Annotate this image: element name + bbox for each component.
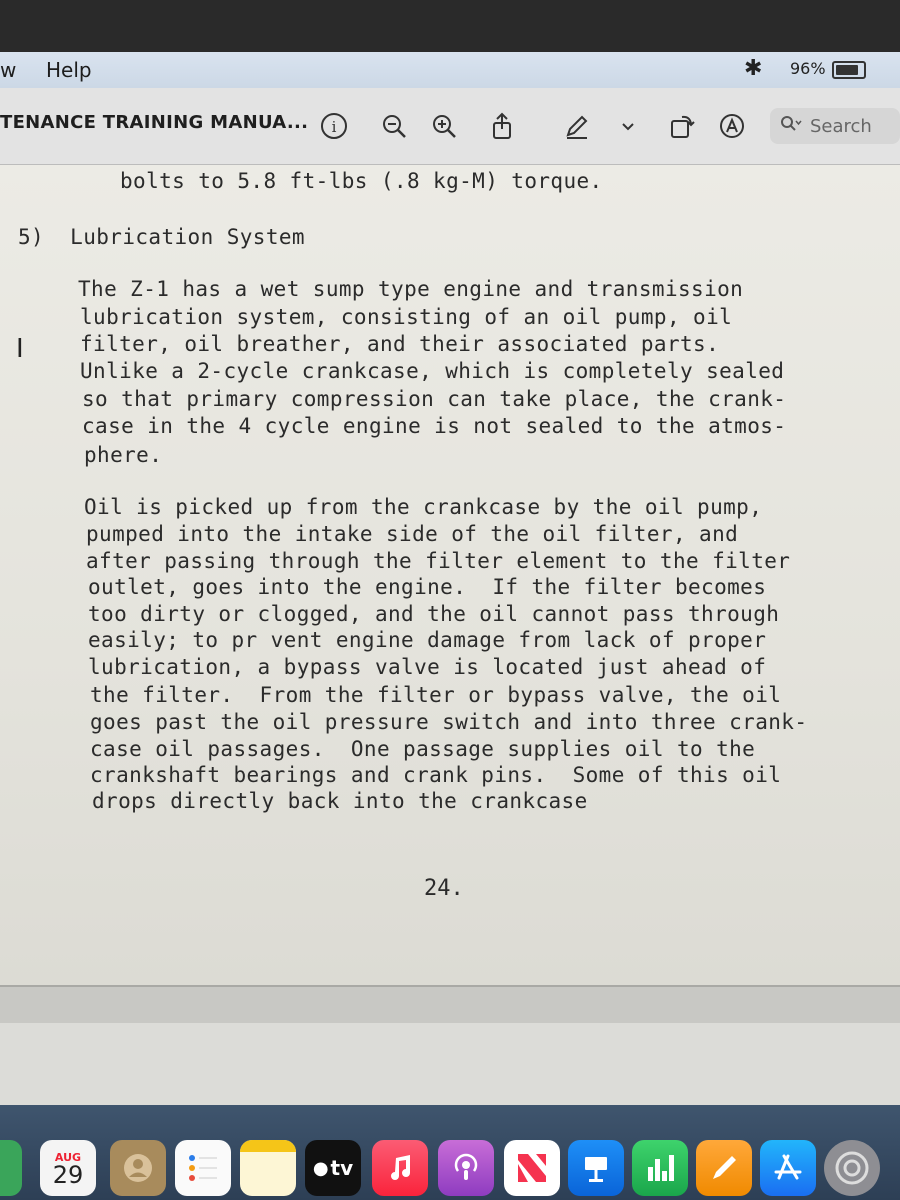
zoom-in-icon[interactable] bbox=[430, 112, 458, 140]
text-line: Unlike a 2-cycle crankcase, which is completely sealed bbox=[80, 359, 785, 383]
rotate-icon[interactable] bbox=[668, 112, 696, 140]
menu-help[interactable]: Help bbox=[46, 58, 92, 82]
text-line: after passing through the filter element to the filter bbox=[86, 549, 791, 573]
text-line: case in the 4 cycle engine is not sealed to the atmos- bbox=[82, 414, 787, 438]
annotate-icon[interactable] bbox=[718, 112, 746, 140]
search-placeholder: Search bbox=[810, 115, 872, 137]
calendar-day: 29 bbox=[52, 1160, 84, 1189]
menu-view-partial[interactable]: w bbox=[0, 58, 17, 82]
text-line: easily; to pr vent engine damage from lack of proper bbox=[88, 628, 767, 652]
numbers-app-icon[interactable] bbox=[632, 1140, 688, 1196]
menu-bar bbox=[0, 52, 900, 88]
contacts-app-icon[interactable] bbox=[110, 1140, 166, 1196]
app-store-icon[interactable] bbox=[760, 1140, 816, 1196]
document-page[interactable] bbox=[0, 165, 900, 985]
podcasts-app-icon[interactable] bbox=[438, 1140, 494, 1196]
preview-toolbar bbox=[0, 88, 900, 165]
screen-bezel bbox=[0, 0, 900, 52]
tv-label: tv bbox=[330, 1156, 354, 1180]
text-line: crankshaft bearings and crank pins. Some of this oil bbox=[90, 763, 782, 787]
page-number: 24. bbox=[424, 876, 464, 901]
text-line: drops directly back into the crankcase bbox=[92, 789, 588, 813]
apple-tv-app-icon[interactable] bbox=[305, 1140, 361, 1196]
text-line: The Z-1 has a wet sump type engine and transmission bbox=[78, 277, 744, 301]
pages-app-icon[interactable] bbox=[696, 1140, 752, 1196]
text-line: phere. bbox=[84, 443, 163, 467]
share-icon[interactable] bbox=[488, 112, 516, 140]
info-icon[interactable] bbox=[320, 112, 348, 140]
facetime-app-icon[interactable] bbox=[0, 1140, 22, 1196]
page-separator bbox=[0, 985, 900, 1025]
notes-app-icon[interactable] bbox=[240, 1140, 296, 1196]
text-line: pumped into the intake side of the oil filter, and bbox=[86, 522, 739, 546]
text-line: case oil passages. One passage supplies oil to the bbox=[90, 737, 756, 761]
keynote-app-icon[interactable] bbox=[568, 1140, 624, 1196]
next-page-area bbox=[0, 1023, 900, 1105]
text-line: too dirty or clogged, and the oil cannot pass through bbox=[88, 602, 780, 626]
bluetooth-icon[interactable]: ✱ bbox=[744, 56, 763, 81]
apple-logo-icon: ● bbox=[312, 1157, 329, 1179]
text-line: so that primary compression can take place, the crank- bbox=[82, 387, 787, 411]
news-app-icon[interactable] bbox=[504, 1140, 560, 1196]
system-preferences-icon[interactable] bbox=[824, 1140, 880, 1196]
markup-pen-icon[interactable] bbox=[563, 112, 591, 140]
text-line: Oil is picked up from the crankcase by the oil pump, bbox=[84, 495, 763, 519]
battery-icon[interactable] bbox=[832, 61, 866, 79]
calendar-app-icon[interactable] bbox=[40, 1140, 96, 1196]
text-line: the filter. From the filter or bypass valve, the oil bbox=[90, 683, 782, 707]
calendar-month: AUG bbox=[54, 1150, 82, 1164]
text-line: lubrication, a bypass valve is located just ahead of bbox=[88, 655, 767, 679]
text-line: lubrication system, consisting of an oil pump, oil bbox=[80, 305, 733, 329]
text-cursor-icon: I bbox=[16, 334, 24, 364]
music-app-icon[interactable] bbox=[372, 1140, 428, 1196]
svg-text:i: i bbox=[331, 118, 337, 136]
text-line: filter, oil breather, and their associated parts. bbox=[80, 332, 720, 356]
zoom-out-icon[interactable] bbox=[380, 112, 408, 140]
section-heading: 5) Lubrication System bbox=[18, 225, 305, 249]
dock bbox=[0, 1105, 900, 1200]
search-field[interactable] bbox=[770, 108, 900, 144]
chevron-down-icon[interactable] bbox=[614, 112, 642, 140]
text-line: bolts to 5.8 ft-lbs (.8 kg-M) torque. bbox=[120, 169, 603, 193]
reminders-app-icon[interactable] bbox=[175, 1140, 231, 1196]
search-icon bbox=[780, 115, 802, 137]
battery-percentage: 96% bbox=[790, 59, 826, 78]
document-title: TENANCE TRAINING MANUA... bbox=[0, 112, 309, 133]
text-line: goes past the oil pressure switch and into three crank- bbox=[90, 710, 808, 734]
text-line: outlet, goes into the engine. If the filter becomes bbox=[88, 575, 767, 599]
